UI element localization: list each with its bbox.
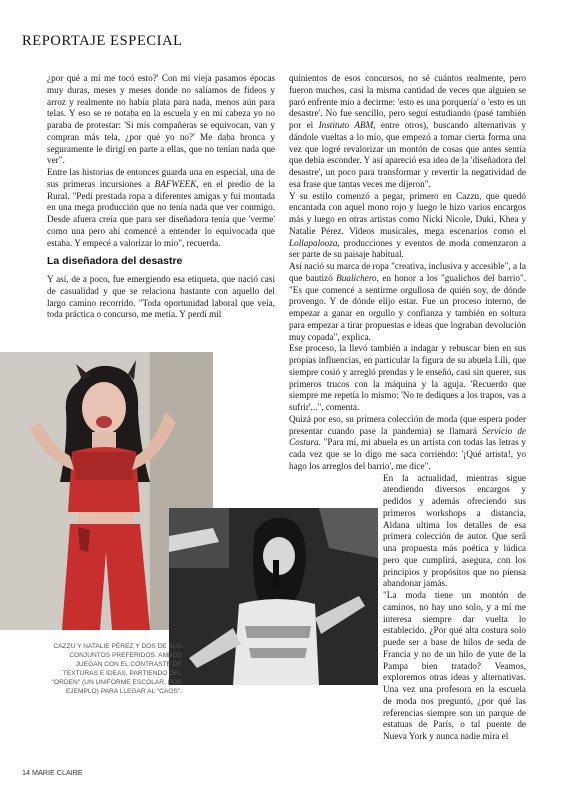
- paragraph: ¿por qué a mí me tocó esto?' Con mi vieja pasamos épocas muy duras, meses y meses donde no salíamos de fideos y arroz y realmente no había plata para nada, menos aún para telas. Y eso se re notaba en la escuela y en mi cabeza yo no paraba de protestar: 'Si mis compañeras se equivocan, van y compran más tela, ¿por qué yo no?' Me daba bronca y seguramente le dirigí en parte a ellas, que no tenían nada que ver".: [47, 73, 275, 166]
- paragraph: En la actualidad, mientras sigue atendiendo diversos encargos y pedidos y además ofreciendo sus primeros workshops a distancia, Aldana ultima los detalles de esa primera colección de autor. Que será una propuesta más poética y lúdica pero que cumplirá, asegura, con los principios y propósitos que no piensa abandonar jamás.: [383, 472, 526, 589]
- paragraph: Entre las historias de entonces guarda una en especial, una de sus primeras incursiones a BAFWEEK, en el predio de la Rural. "Pedí prestada ropa a diferentes amigas y fui montada en una mega producción que no tenía nada que ver conmigo. Desde afuera creía que para ser diseñadora tenía que 'verme' como una pero ahí comencé a entender lo equivocada que estaba. Y empecé a valorizar lo mío", recuerda.: [47, 167, 275, 248]
- photo-caption: CAZZU Y NATALIE PÉREZ Y DOS DE SUS CONJUNTOS PREFERIDOS. AMBOS JUEGAN CON EL CONTRASTE DE TEXTURAS E IDEAS, PARTIENDO DEL "ORDEN" (UN UNIFORME ESCOLAR, POR EJEMPLO) PARA LLEGAR AL "CAOS".: [51, 643, 182, 695]
- page-footer: 14 MARIE CLAIRE: [22, 768, 83, 777]
- emphasis: BAFWEEK: [154, 178, 197, 189]
- emphasis: Lollapalooza: [289, 237, 338, 248]
- paragraph: Y así, de a poco, fue emergiendo esa etiqueta, que nació casi de casualidad y que se relaciona bastante con aquello del largo camino recorrido. "Toda oportunidad laboral que veía, toda práctica o concurso, me metía. Y perdí mil: [47, 274, 275, 320]
- photo-natalie-perez: [169, 508, 378, 685]
- paragraph: quinientos de esos concursos, no sé cuántos realmente, pero fueron muchos, casi la misma cantidad de veces que alguien se paró enfrente mío a decirme: 'esto es una porquería' o 'esto es un desastre'. No fue sencillo, pero seguí estudiando (pasé también por el Instituto ABM, entre otros), buscando alternativas y dándole vueltas a lo mío, que empezó a tomar cierta forma una vez que logré revalorizar un montón de cosas que antes sentía que debía esconder. Y así apareció esa idea de la 'diseñadora del desastre', un poco para transformar y revertir la negatividad de esa frase que tantas veces me dijeron".: [289, 73, 526, 189]
- paragraph: "La moda tiene un montón de caminos, no hay uno solo, y a mí me interesa siempre dar vuelta lo establecido. ¿Por qué alta costura solo puede ser a base de hilos de seda de Francia y no de un hilo de yute de la Pampa bien tratado? Veamos, exploremos otras ideas y alternativas. Una vez una profesora en la escuela de moda nos preguntó, ¿por qué las referencias siempre son un parque de estatuas de París, o tal puente de Nueva York y nunca nadie mira el: [383, 590, 526, 741]
- left-column: [47, 73, 275, 321]
- paragraph: Así nació su marca de ropa "creativa, inclusiva y accesible", a la que bautizó Bualichero, en honor a los "gualichos del barrio". "Es que comencé a sentirme orgullosa de quién soy, de dónde provengo. Y de dónde elijo estar. Fue un proceso interno, de empezar a ganar en orgullo y confianza y también en soltura para empezar a tirar propuestas e ideas que lograban devolución muy copada", explica.: [289, 261, 527, 342]
- paragraph: Quizá por eso, su primera colección de moda (que espera poder presentar cuando pase la pandemia) se llamará Servicio de Costura. "Para mí, mi abuela es un artista con todas las letras y cada vez que se lo digo me saca corriendo: '¡Qué artista!, yo hago los arreglos del barrio', me dice".: [289, 413, 526, 471]
- emphasis: Instituto ABM: [318, 120, 374, 130]
- subheading: La diseñadora del desastre: [47, 255, 183, 268]
- paragraph: Y su estilo comenzó a pegar, primero en Cazzu, que quedó encantada con aquel mono rojo y luego le hizo varios encargos más y luego en otras artistas como Nicki Nicole, Duki, Khea y Natalie Pérez. Videos musicales, mega escenarios como el Lollapalooza, producciones y eventos de moda comenzaron a ser parte de su paisaje habitual.: [289, 190, 526, 260]
- paragraph: Ese proceso, la llevó también a indagar y rebuscar bien en sus propias influencias, en particular la figura de su abuela Lili, que siempre cosió y arregló prendas y le enseñó, casi sin querer, sus primeros trucos con la máquina y la aguja. 'Recuerdo que siempre me repetía lo mismo: 'No te dediques a los trapos, vas a sufrir'...", comenta.: [289, 343, 526, 412]
- section-title: REPORTAJE ESPECIAL: [22, 33, 183, 49]
- emphasis: Servicio de Costura: [289, 425, 526, 448]
- emphasis: Bualichero: [336, 272, 377, 283]
- photo-natalie-illustration: [169, 508, 378, 685]
